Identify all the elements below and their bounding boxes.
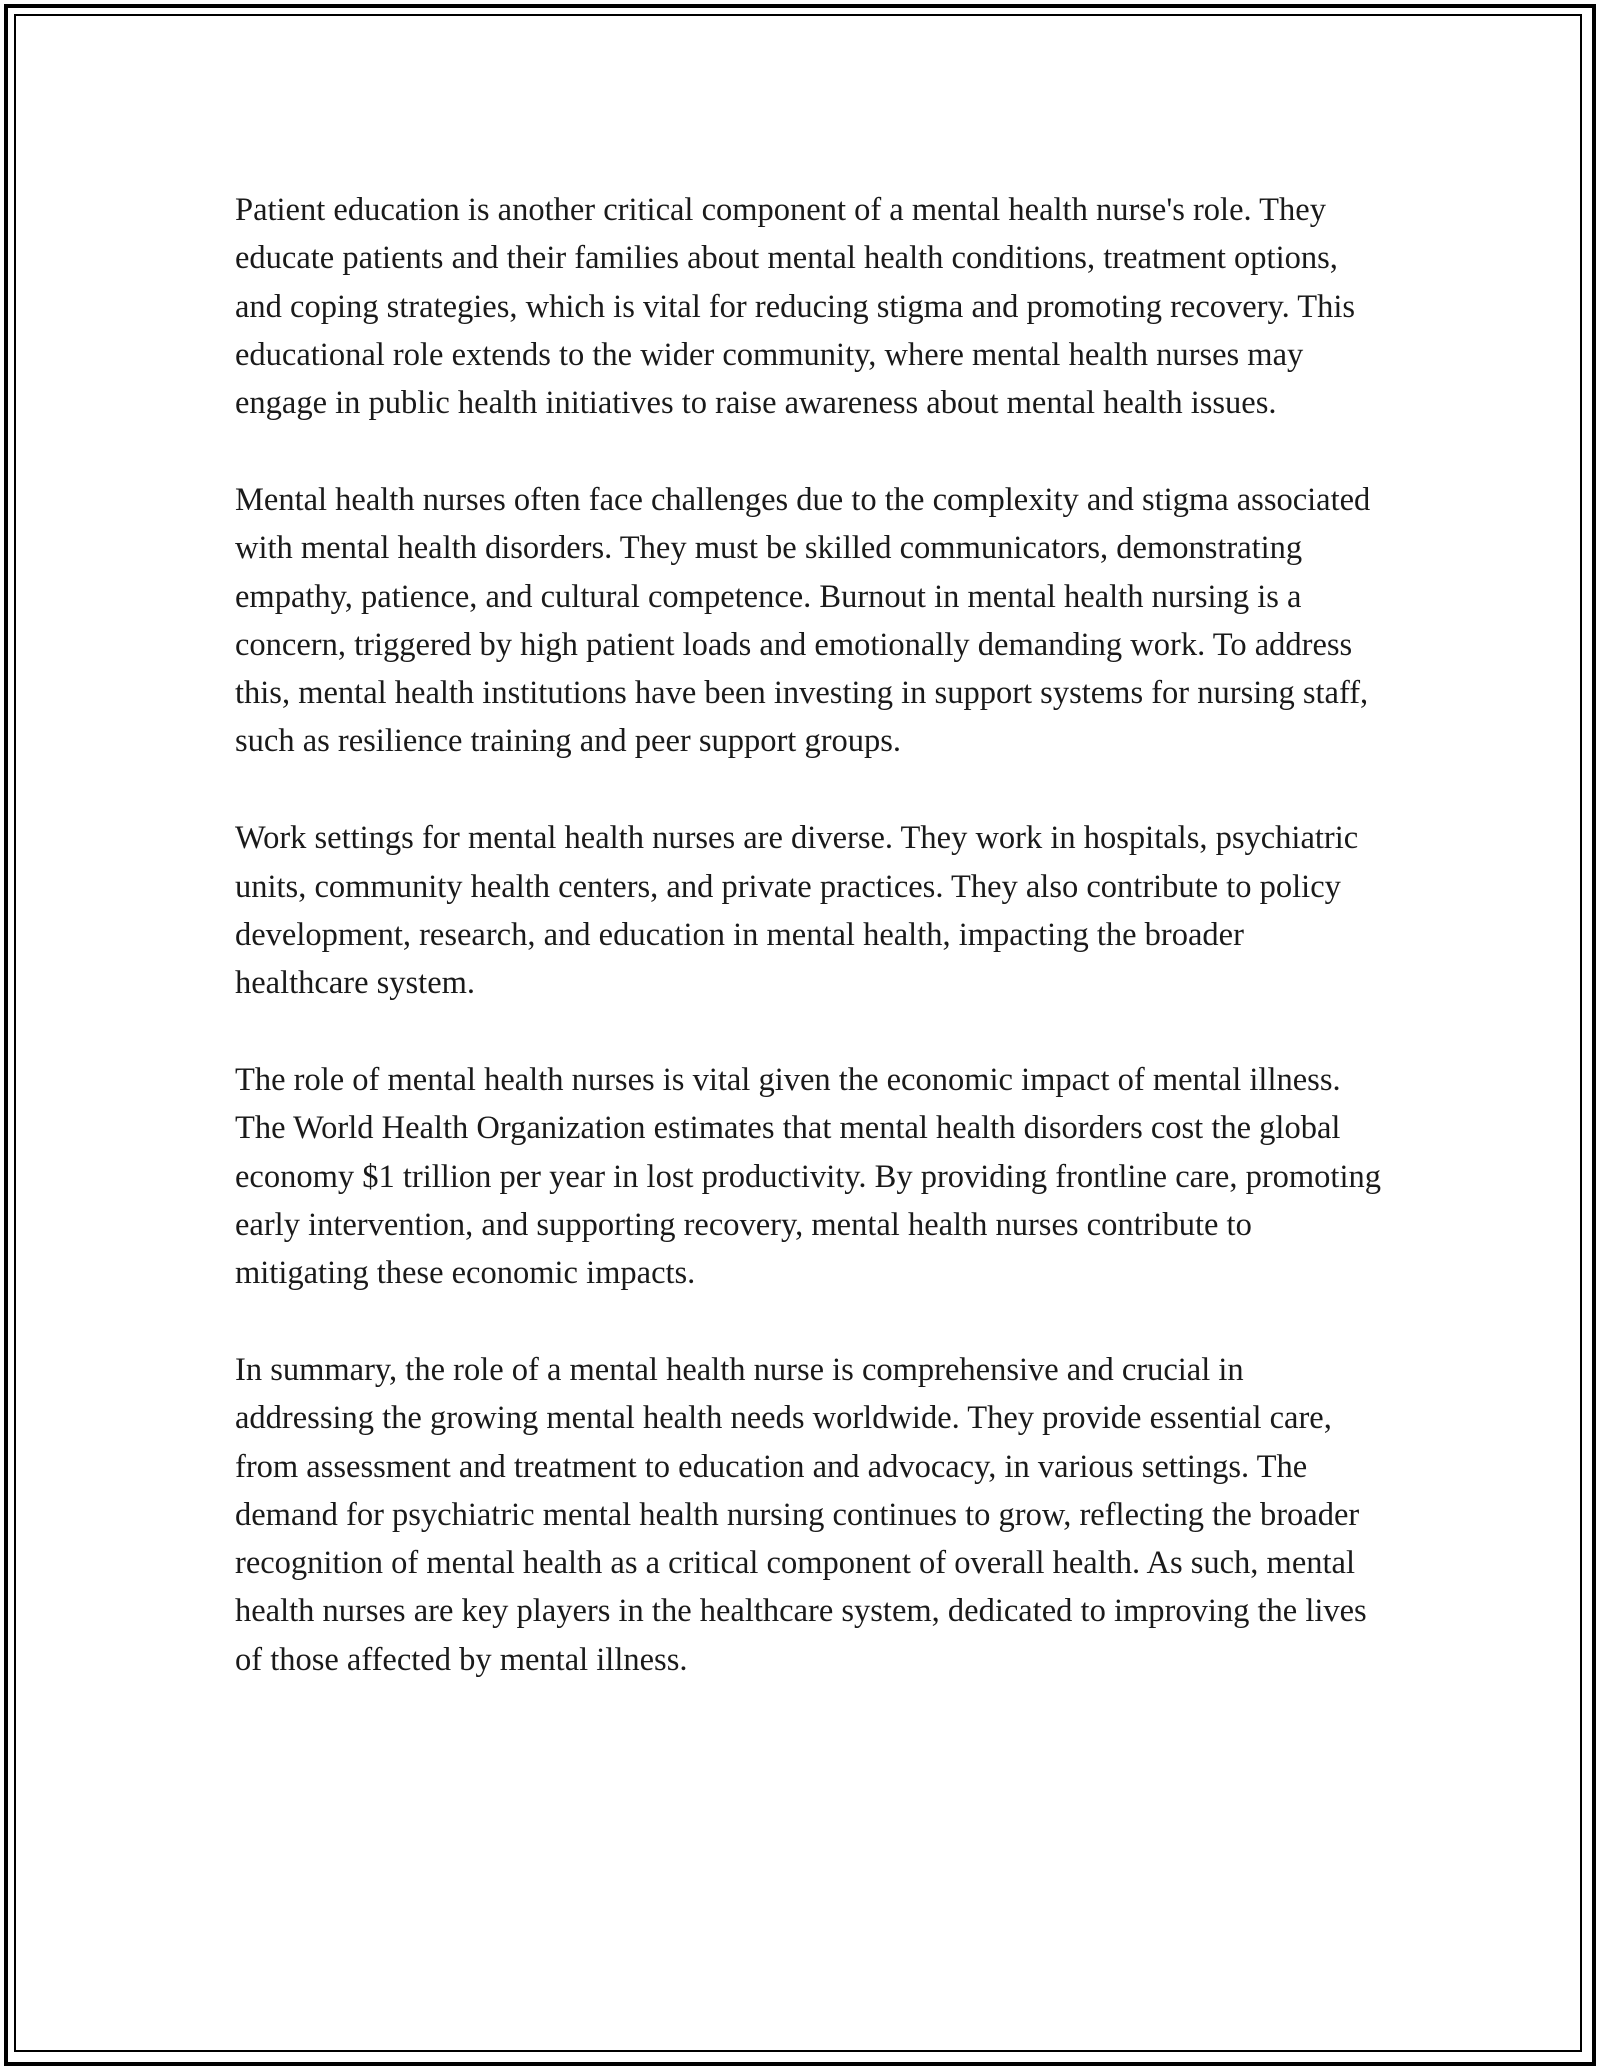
paragraph-patient-education: Patient education is another critical component of a mental health nurse's role. They educate patients and their families about mental health conditions, treatment options, and coping strategies, which is vital for reducing stigma and promoting recovery. This educational role extends to the wider community, where mental health nurses may engage in public health initiatives to raise awareness about mental health issues. [235,192,1356,422]
paragraph-economic-impact: The role of mental health nurses is vital given the economic impact of mental illness. The World Health Organization estimates that mental health disorders cost the global economy $1 trillion per year in lost productivity. By providing frontline care, promoting early intervention, and supporting recovery, mental health nurses contribute to mitigating these economic impacts. [235,1061,1381,1292]
paragraph-work-settings: Work settings for mental health nurses are diverse. They work in hospitals, psychiatric units, community health centers, and private practices. They also contribute to policy development, research, and education in mental health, impacting the broader healthcare system. [235,820,1359,1002]
paragraph-challenges: Mental health nurses often face challenges due to the complexity and stigma associated with mental health disorders. They must be skilled communicators, demonstrating empathy, patience, and cultural competence. Burnout in mental health nursing is a concern, triggered by high patient loads and emotionally demanding work. To address this, mental health institutions have been investing in support systems for nursing staff, such as resilience training and peer support groups. [235,481,1371,760]
paragraph-summary: In summary, the role of a mental health nurse is comprehensive and crucial in addressing the growing mental health needs worldwide. They provide essential care, from assessment and treatment to education and advocacy, in various settings. The demand for psychiatric mental health nursing continues to grow, reflecting the broader recognition of mental health as a critical component of overall health. As such, mental health nurses are key players in the healthcare system, dedicated to improving the lives of those affected by mental illness. [235,1351,1367,1678]
document-body [235,186,1385,1684]
